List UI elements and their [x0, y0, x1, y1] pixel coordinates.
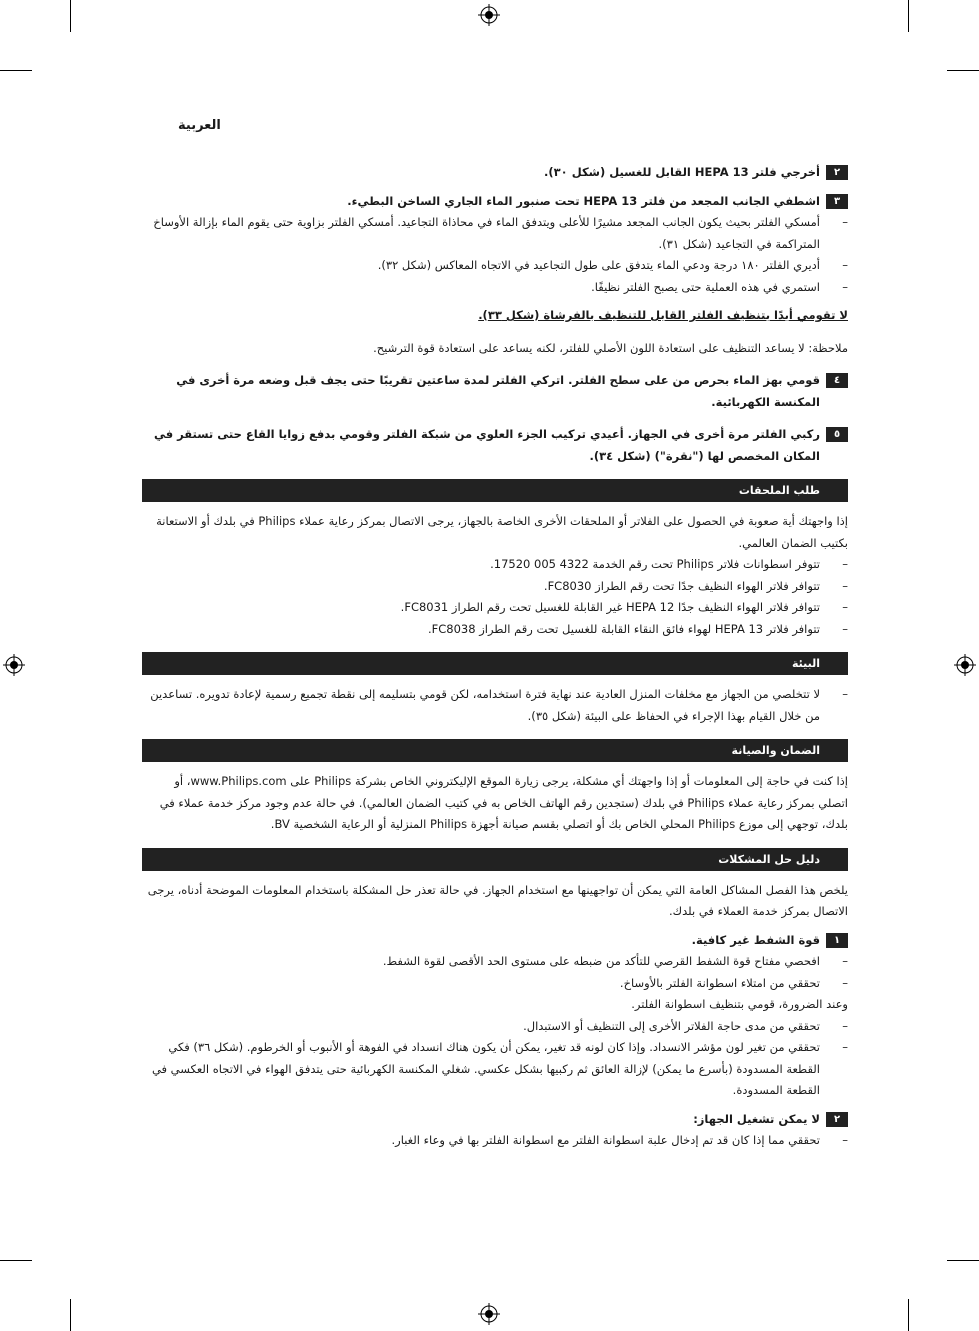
accessories-intro: إذا واجهتك أية صعوبة في الحصول على الفلاتر أو الملحقات الأخرى الخاصة بالجهاز، يرجى الاتصال بمركز رعاية عملاء Philips في بلدك أو الاستعانة بكتيب الضمان العالمي. — [156, 514, 848, 550]
list-item: – تحققي من مدى حاجة الفلاتر الأخرى إلى التنظيف أو الاستبدال. — [142, 1016, 848, 1038]
registration-mark-icon — [478, 1303, 500, 1325]
crop-mark — [947, 70, 979, 71]
step-5 — [142, 424, 848, 467]
crop-mark — [70, 1299, 71, 1331]
step-number: ٢ — [826, 1112, 848, 1127]
step-text: قومي بهز الماء بحرص من على سطح الفلتر. اتركي الفلتر لمدة ساعتين تقريبًا حتى يجف قبل وضعه مرة أخرى في المكنسة الكهربائية. — [176, 373, 820, 409]
step-number: ١ — [826, 933, 848, 948]
step-number: ٢ — [826, 165, 848, 180]
list-item: – أمسكي الفلتر بحيث يكون الجانب المجعد مشيرًا للأعلى ويتدفق الماء في محاذاة التجاعيد. أمسكي الفلتر بزاوية حتى يقوم الماء بإزالة الأوساخ المتراكمة في التجاعيد (شكل ٣١). — [142, 212, 848, 255]
crop-mark — [908, 0, 909, 32]
step-3 — [142, 191, 848, 213]
registration-mark-icon — [478, 4, 500, 26]
crop-mark — [0, 70, 32, 71]
crop-mark — [0, 1260, 32, 1261]
problem-1 — [142, 930, 848, 952]
step-2 — [142, 162, 848, 184]
crop-mark — [908, 1299, 909, 1331]
registration-mark-icon — [954, 654, 976, 676]
list-item: – أديري الفلتر ١٨٠ درجة ودعي الماء يتدفق على طول التجاعيد في الاتجاه المعاكس (شكل ٣٢). — [142, 255, 848, 277]
step-text: أخرجي فلتر HEPA 13 القابل للغسيل (شكل ٣٠). — [544, 165, 820, 179]
warranty-text: إذا كنت في حاجة إلى المعلومات أو إذا واجهتك أي مشكلة، يرجى زيارة الموقع الإليكتروني الخاص بشركة Philips على www.Philips.com، أو اتصلي بمركز رعاية عملاء Philips في بلدك (ستجدين رقم الهاتف الخاص به في كتيب الضمان العالمي). في حالة عدم وجود مركز خدمة عملاء في بلدك، توجهي إلى موزع Philips المحلي الخاص بك أو اتصلي بقسم صيانة أجهزة Philips المنزلية أو الرعاية الشخصية BV. — [159, 774, 848, 831]
list-item: – استمري في هذه العملية حتى يصبح الفلتر نظيفًا. — [142, 277, 848, 299]
section-heading-troubleshooting: دليل حل المشكلات — [142, 848, 848, 871]
registration-mark-icon — [3, 654, 25, 676]
list-item: – لا تتخلصي من الجهاز مع مخلفات المنزل العادية عند نهاية فترة استخدامه، لكن قومي بتسليمه إلى نقطة تجميع رسمية لإعادة تدويره. تساعدين من خلال القيام بهذا الإجراء في الحفاظ على البيئة (شكل ٣٥). — [142, 684, 848, 727]
step-text: ركبي الفلتر مرة أخرى في الجهاز. أعيدي تركيب الجزء العلوي من شبكة الفلتر وقومي بدفع زوايا القاع حتى تستقر في المكان المخصص لها ("نقرة") (شكل ٣٤). — [153, 427, 820, 463]
section-heading-environment: البيئة — [142, 652, 848, 675]
list-item: – تتوافر فلاتر الهواء النظيف جدًا HEPA 12 غير القابلة للغسيل تحت رقم الطراز FC8031. — [142, 597, 848, 619]
step-number: ٥ — [826, 427, 848, 442]
page-content — [142, 162, 848, 1152]
problem-title: لا يمكن تشغيل الجهاز: — [693, 1111, 820, 1126]
note-text: ملاحظة: لا يساعد التنظيف على استعادة اللون الأصلي للفلتر، لكنه يساعد على استعادة قوة الترشيح. — [373, 340, 848, 355]
section-heading-warranty: الضمان والصيانة — [142, 739, 848, 762]
warning-text: لا تقومي أبدًا بتنظيف الفلتر القابل للتنظيف بالفرشاة (شكل ٣٣). — [478, 308, 848, 322]
step-number: ٤ — [826, 373, 848, 388]
troubleshooting-intro: يلخص هذا الفصل المشاكل العامة التي يمكن أن تواجهينها مع استخدام الجهاز. في حالة تعذر حل المشكلة باستخدام المعلومات الموضحة أدناه، يرجى الاتصال بمركز خدمة العملاء في بلدك. — [147, 882, 848, 918]
list-item: – تتوافر فلاتر HEPA 13 لهواء فائق النقاء القابلة للغسيل تحت رقم الطراز FC8038. — [142, 619, 848, 641]
crop-mark — [70, 0, 71, 32]
list-item: – تحققي مما إذا كان قد تم إدخال علبة اسطوانة الفلتر مع اسطوانة الفلتر بها في وعاء الغبار. — [142, 1130, 848, 1152]
list-item: – تحققي من امتلاء اسطوانة الفلتر بالأوساخ. — [142, 973, 848, 995]
step-text: اشطفي الجانب المجعد من فلتر HEPA 13 تحت صنبور الماء الجاري الساخن البطيء. — [347, 193, 820, 208]
list-item: – تتوفر اسطوانات فلاتر Philips تحت رقم الخدمة 4322 005 17520. — [142, 554, 848, 576]
language-label: العربية — [178, 118, 221, 133]
list-item: – افحصي مفتاح قوة الشفط القرصي للتأكد من ضبطه على مستوى الحد الأقصى لقوة الشفط. — [142, 951, 848, 973]
section-heading-accessories: طلب الملحقات — [142, 479, 848, 502]
crop-mark — [947, 1260, 979, 1261]
step-4 — [142, 370, 848, 413]
step-number: ٣ — [826, 194, 848, 209]
problem-title: قوة الشفط غير كافية. — [691, 932, 820, 947]
problem-note: وعند الضرورة، قومي بتنظيف اسطوانة الفلتر. — [631, 997, 848, 1011]
list-item: – تتوافر فلاتر الهواء النظيف جدًا تحت رقم الطراز FC8030. — [142, 576, 848, 598]
problem-2 — [142, 1109, 848, 1131]
list-item: – تحققي من تغير لون مؤشر الانسداد. وإذا كان لونه قد تغير، يمكن أن يكون هناك انسداد في الفوهة أو الأنبوب أو الخرطوم. (شكل ٣٦) فكي القطعة المسدودة (بأسرع ما يمكن) لإزالة العائق ثم ركبيها بشكل عكسي. شغلي المكنسة الكهربائية حتى يتدفق الهواء في الاتجاه العكسي في القطعة المسدودة. — [142, 1037, 848, 1102]
